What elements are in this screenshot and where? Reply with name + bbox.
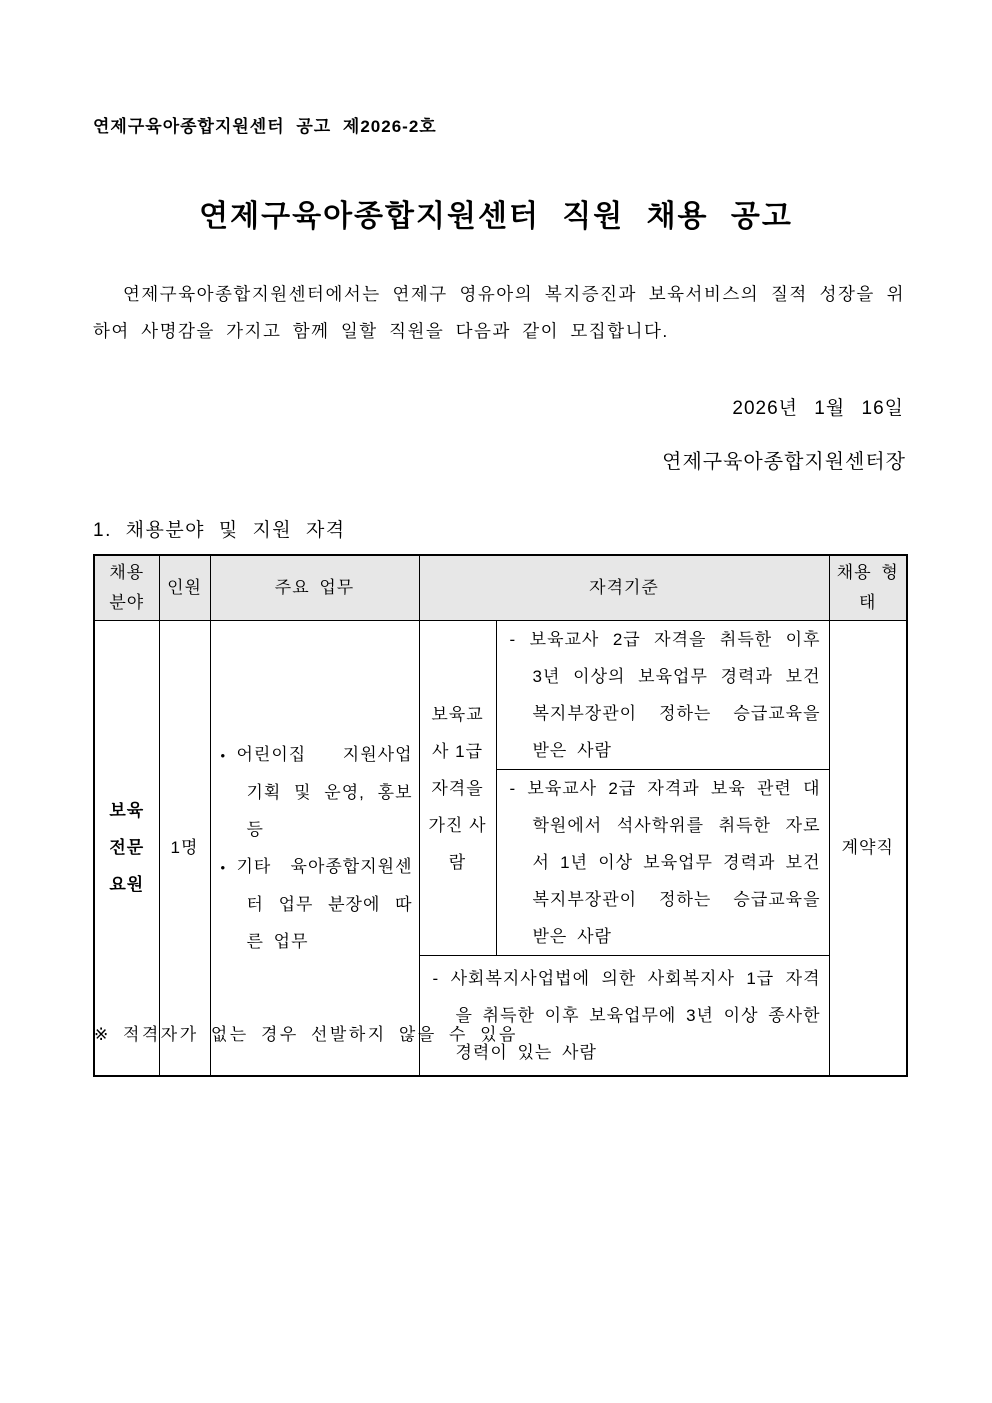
qual-text: - 사회복지사업법에 의한 사회복지사 1급 자격을 취득한 이후 보육업무에 3년 이상 종사한 경력이 있는 사람 [432,968,821,1062]
signer-title: 연제구육아종합지원센터장 [662,451,906,473]
footnote: ※ 적격자가 없는 경우 선발하지 않을 수 있음 [94,1025,518,1044]
cell-duties [210,621,419,1076]
section-heading-recruitment: 1. 채용분야 및 지원 자격 [93,520,346,541]
page-title: 연제구육아종합지원센터 직원 채용 공고 [199,200,793,233]
duty-item [221,848,413,960]
duty-text: 어린이집 지원사업 기획 및 운영, 홍보 등 [236,744,413,839]
header-field: 채용 분야 [94,555,159,621]
header-qualifications: 자격기준 [419,555,829,621]
header-duties: 주요 업무 [210,555,419,621]
cell-qual-item-1 [496,621,829,770]
cell-qual-group-label: 보육교사 1급 자격을 가진 사람 [419,621,496,956]
doc-number: 연제구육아종합지원센터 공고 제2026-2호 [93,117,437,136]
announcement-date: 2026년 1월 16일 [732,398,904,419]
header-employment-type: 채용 형태 [829,555,907,621]
recruitment-table [93,554,908,1077]
cell-qual-item-bottom [419,956,829,1076]
cell-qual-item-2 [496,770,829,956]
bullet-icon: • [220,747,227,763]
table-header-row [94,555,907,621]
cell-field: 보육 전문 요원 [94,621,159,1076]
qual-text: - 보육교사 2급 자격을 취득한 이후 3년 이상의 보육업무 경력과 보건복지부장관이 정하는 승급교육을 받은 사람 [509,630,821,760]
intro-paragraph: 연제구육아종합지원센터에서는 연제구 영유아의 복지증진과 보육서비스의 질적 성장을 위하여 사명감을 가지고 함께 일할 직원을 다음과 같이 모집합니다. [93,284,905,341]
cell-employment-type: 계약직 [829,621,907,1076]
bullet-icon: • [220,859,227,875]
header-headcount: 인원 [159,555,210,621]
qual-text: - 보육교사 2급 자격과 보육 관련 대학원에서 석사학위를 취득한 자로서 1년 이상 보육업무 경력과 보건복지부장관이 정하는 승급교육을 받은 사람 [509,779,821,946]
cell-headcount: 1명 [159,621,210,1076]
duty-item [221,736,413,848]
duty-text: 기타 육아종합지원센터 업무 분장에 따른 업무 [236,856,413,951]
table-row [94,621,907,770]
